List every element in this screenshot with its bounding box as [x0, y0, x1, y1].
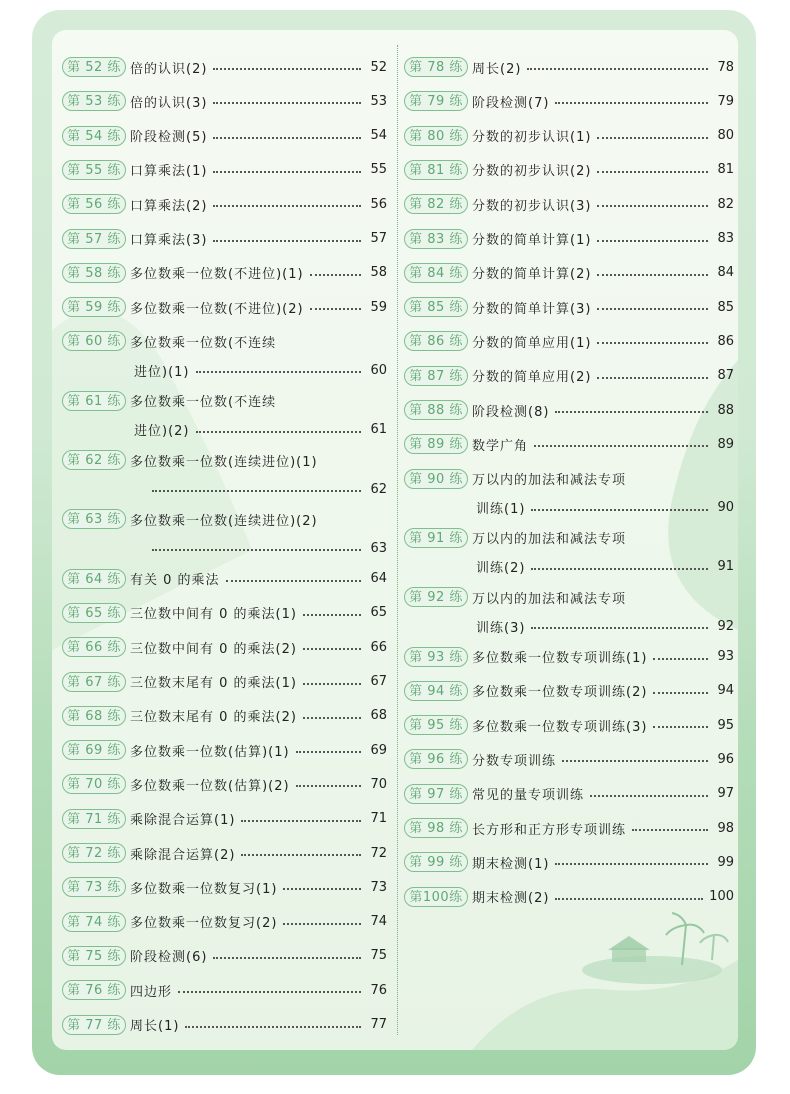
page-number: 57 — [370, 231, 387, 246]
entry-title: 多位数乘一位数复习(1) — [130, 881, 278, 897]
dot-leader — [241, 854, 361, 856]
page-number: 64 — [370, 571, 387, 587]
toc-entry[interactable] — [404, 813, 734, 843]
entry-line-1 — [404, 469, 626, 489]
exercise-badge: 第 85 练 — [404, 297, 468, 317]
toc-entry[interactable] — [62, 189, 387, 219]
page-number: 58 — [370, 265, 387, 281]
exercise-badge: 第 80 练 — [404, 126, 468, 146]
toc-entry[interactable] — [62, 1010, 387, 1040]
dot-leader — [534, 445, 708, 447]
entry-title-continued: 训练(3) — [476, 620, 526, 636]
entry-line-1 — [404, 587, 626, 607]
entry-title: 多位数乘一位数(不进位)(2) — [130, 301, 304, 317]
dot-leader — [196, 431, 362, 433]
entry-title: 万以内的加法和减法专项 — [472, 591, 627, 607]
entry-title-continued: 进位)(2) — [134, 424, 190, 440]
entry-title: 数学广角 — [472, 438, 529, 454]
entry-line-2 — [404, 556, 734, 578]
toc-entry[interactable] — [404, 326, 734, 356]
page-number: 54 — [370, 128, 387, 144]
exercise-badge: 第 81 练 — [404, 160, 468, 180]
page-number: 84 — [717, 265, 734, 281]
exercise-badge: 第 79 练 — [404, 91, 468, 111]
entry-line-1 — [404, 528, 626, 548]
exercise-badge: 第 88 练 — [404, 400, 468, 420]
exercise-badge: 第 82 练 — [404, 194, 468, 214]
toc-entry[interactable] — [62, 504, 387, 564]
toc-entry[interactable] — [62, 804, 387, 834]
dot-leader — [531, 509, 708, 511]
toc-entry[interactable] — [62, 667, 387, 697]
exercise-badge: 第 60 练 — [62, 331, 126, 351]
dot-leader — [653, 692, 708, 694]
toc-entry[interactable] — [62, 326, 387, 386]
toc-entry[interactable] — [404, 582, 734, 642]
dot-leader — [531, 627, 708, 629]
dot-leader — [296, 751, 361, 753]
entry-title: 阶段检测(8) — [472, 404, 550, 420]
entry-title: 三位数中间有 0 的乘法(2) — [130, 641, 297, 657]
toc-entry[interactable] — [62, 258, 387, 288]
page-number: 93 — [717, 649, 734, 664]
page-number: 55 — [370, 162, 387, 178]
dot-leader — [213, 957, 361, 959]
toc-entry[interactable] — [404, 292, 734, 322]
entry-title: 多位数乘一位数(连续进位)(2) — [130, 513, 318, 529]
exercise-badge: 第 66 练 — [62, 637, 126, 657]
toc-entry[interactable] — [404, 779, 734, 809]
toc-entry[interactable] — [62, 52, 387, 82]
entry-title: 倍的认识(2) — [130, 61, 208, 77]
dot-leader — [310, 308, 361, 310]
dot-leader — [213, 137, 361, 139]
dot-leader — [213, 205, 361, 207]
entry-title: 阶段检测(7) — [472, 95, 550, 111]
dot-leader — [152, 490, 361, 492]
entry-line-2 — [62, 359, 387, 381]
exercise-badge: 第 54 练 — [62, 126, 126, 146]
entry-title: 分数的简单应用(2) — [472, 370, 592, 386]
dot-leader — [597, 240, 708, 242]
toc-entry[interactable] — [62, 155, 387, 185]
entry-title: 阶段检测(5) — [130, 130, 208, 146]
dot-leader — [226, 580, 361, 582]
entry-title: 多位数乘一位数(估算)(2) — [130, 778, 290, 794]
dot-leader — [531, 568, 708, 570]
toc-entry[interactable] — [404, 189, 734, 219]
entry-title: 多位数乘一位数(不连续 — [130, 395, 277, 411]
entry-title: 分数的初步认识(3) — [472, 198, 592, 214]
entry-line-1 — [62, 509, 318, 529]
exercise-badge: 第 89 练 — [404, 434, 468, 454]
dot-leader — [555, 863, 708, 865]
entry-title: 多位数乘一位数复习(2) — [130, 916, 278, 932]
exercise-badge: 第 52 练 — [62, 57, 126, 77]
page-number: 70 — [370, 776, 387, 792]
exercise-badge: 第 56 练 — [62, 194, 126, 214]
entry-title: 分数专项训练 — [472, 753, 557, 769]
exercise-badge: 第 92 练 — [404, 587, 468, 607]
exercise-badge: 第 83 练 — [404, 229, 468, 249]
exercise-badge: 第 71 练 — [62, 809, 126, 829]
page-number: 61 — [370, 422, 387, 438]
toc-entry[interactable] — [62, 872, 387, 902]
page-number: 52 — [370, 59, 387, 75]
exercise-badge: 第 97 练 — [404, 784, 468, 804]
page-number: 76 — [370, 982, 387, 998]
toc-entry[interactable] — [62, 975, 387, 1005]
toc-entry[interactable] — [62, 632, 387, 662]
toc-entry[interactable] — [404, 676, 734, 706]
entry-title: 有关 0 的乘法 — [130, 573, 220, 589]
dot-leader — [213, 102, 361, 104]
toc-entry[interactable] — [62, 86, 387, 116]
exercise-badge: 第 73 练 — [62, 877, 126, 897]
exercise-badge: 第 98 练 — [404, 818, 468, 838]
entry-title: 多位数乘一位数(不进位)(1) — [130, 267, 304, 283]
entry-line-2 — [404, 497, 734, 519]
page-number: 97 — [717, 786, 734, 802]
page-number: 92 — [717, 618, 734, 634]
page-number: 82 — [717, 196, 734, 212]
dot-leader — [555, 411, 708, 413]
exercise-badge: 第 75 练 — [62, 946, 126, 966]
page-number: 74 — [370, 914, 387, 930]
page-number: 86 — [717, 333, 734, 349]
dot-leader — [185, 1026, 361, 1028]
exercise-badge: 第 77 练 — [62, 1015, 126, 1035]
exercise-badge: 第 90 练 — [404, 469, 468, 489]
entry-line-1 — [62, 450, 318, 470]
dot-leader — [303, 683, 361, 685]
entry-title: 分数的简单计算(2) — [472, 267, 592, 283]
page-number: 88 — [717, 402, 734, 418]
exercise-badge: 第 69 练 — [62, 740, 126, 760]
entry-title: 多位数乘一位数(估算)(1) — [130, 744, 290, 760]
toc-entry[interactable] — [62, 386, 387, 446]
page-number: 56 — [370, 196, 387, 212]
column-divider — [397, 45, 398, 1035]
exercise-badge: 第 99 练 — [404, 852, 468, 872]
entry-title: 多位数乘一位数(不连续 — [130, 335, 277, 351]
exercise-badge: 第 59 练 — [62, 297, 126, 317]
dot-leader — [597, 274, 708, 276]
exercise-badge: 第 87 练 — [404, 366, 468, 386]
page-number: 66 — [370, 639, 387, 655]
exercise-badge: 第 53 练 — [62, 91, 126, 111]
entry-title: 分数的初步认识(1) — [472, 130, 592, 146]
toc-entry[interactable] — [62, 224, 387, 254]
exercise-badge: 第 94 练 — [404, 681, 468, 701]
dot-leader — [597, 308, 708, 310]
dot-leader — [303, 717, 361, 719]
entry-title: 乘除混合运算(2) — [130, 847, 236, 863]
exercise-badge: 第 62 练 — [62, 450, 126, 470]
dot-leader — [653, 726, 708, 728]
exercise-badge: 第 91 练 — [404, 528, 468, 548]
exercise-badge: 第 84 练 — [404, 263, 468, 283]
toc-entry[interactable] — [404, 52, 734, 82]
page-number: 98 — [717, 820, 734, 836]
page-number: 90 — [717, 500, 734, 516]
page-number: 65 — [370, 605, 387, 621]
page-number: 95 — [717, 717, 734, 733]
page-number: 85 — [717, 299, 734, 315]
exercise-badge: 第 86 练 — [404, 331, 468, 351]
dot-leader — [562, 760, 708, 762]
toc-entry[interactable] — [62, 564, 387, 594]
entry-title: 多位数乘一位数专项训练(1) — [472, 651, 648, 666]
exercise-badge: 第 96 练 — [404, 749, 468, 769]
entry-title: 分数的初步认识(2) — [472, 164, 592, 180]
toc-entry[interactable] — [404, 86, 734, 116]
entry-title: 四边形 — [130, 984, 173, 1000]
exercise-badge: 第 74 练 — [62, 912, 126, 932]
dot-leader — [303, 648, 361, 650]
page-number: 81 — [717, 162, 734, 178]
dot-leader — [303, 614, 361, 616]
toc-entry[interactable] — [62, 769, 387, 799]
dot-leader — [213, 171, 361, 173]
page-number: 60 — [370, 362, 387, 378]
entry-title: 口算乘法(3) — [130, 233, 208, 248]
toc-entry[interactable] — [62, 701, 387, 731]
page-number: 53 — [370, 93, 387, 109]
entry-title: 周长(2) — [472, 61, 522, 77]
dot-leader — [152, 549, 361, 551]
dot-leader — [213, 240, 361, 242]
dot-leader — [527, 68, 708, 70]
page-number: 83 — [717, 231, 734, 246]
toc-entry[interactable] — [404, 258, 734, 288]
toc-entry[interactable] — [62, 907, 387, 937]
toc-entry[interactable] — [404, 710, 734, 740]
exercise-badge: 第 70 练 — [62, 774, 126, 794]
page-number: 87 — [717, 368, 734, 384]
toc-entry[interactable] — [62, 735, 387, 765]
toc-entry[interactable] — [404, 882, 734, 912]
entry-title: 周长(1) — [130, 1019, 180, 1034]
toc-entry[interactable] — [404, 395, 734, 425]
dot-leader — [296, 785, 361, 787]
entry-title: 多位数乘一位数专项训练(3) — [472, 719, 648, 735]
dot-leader — [241, 820, 361, 822]
toc-entry[interactable] — [62, 292, 387, 322]
toc-entry[interactable] — [62, 121, 387, 151]
dot-leader — [597, 137, 708, 139]
exercise-badge: 第 58 练 — [62, 263, 126, 283]
page-number: 78 — [717, 59, 734, 75]
toc-entry[interactable] — [404, 429, 734, 459]
entry-title: 三位数末尾有 0 的乘法(1) — [130, 676, 297, 691]
entry-title: 乘除混合运算(1) — [130, 813, 236, 829]
exercise-badge: 第 68 练 — [62, 706, 126, 726]
entry-title: 分数的简单应用(1) — [472, 335, 592, 351]
entry-title-continued: 训练(1) — [476, 502, 526, 518]
dot-leader — [632, 829, 708, 831]
toc-entry[interactable] — [404, 464, 734, 524]
toc-entry[interactable] — [404, 155, 734, 185]
entry-title: 期末检测(2) — [472, 891, 550, 907]
exercise-badge: 第 78 练 — [404, 57, 468, 77]
entry-title: 常见的量专项训练 — [472, 788, 585, 804]
exercise-badge: 第 72 练 — [62, 843, 126, 863]
entry-title-continued: 进位)(1) — [134, 364, 190, 380]
page-number: 94 — [717, 683, 734, 699]
entry-line-2 — [62, 537, 387, 559]
entry-title: 口算乘法(1) — [130, 164, 208, 180]
entry-title: 三位数中间有 0 的乘法(1) — [130, 607, 297, 623]
entry-line-2 — [404, 615, 734, 637]
page-number: 100 — [709, 889, 734, 905]
page-number: 89 — [717, 436, 734, 452]
dot-leader — [178, 991, 361, 993]
toc-panel — [52, 30, 738, 1050]
dot-leader — [213, 68, 361, 70]
exercise-badge: 第 76 练 — [62, 980, 126, 1000]
page-number: 69 — [370, 742, 387, 758]
toc-entry[interactable] — [404, 121, 734, 151]
page-number: 99 — [717, 854, 734, 870]
dot-leader — [597, 377, 708, 379]
page-number: 59 — [370, 299, 387, 315]
entry-title: 万以内的加法和减法专项 — [472, 473, 627, 489]
page-number: 63 — [370, 540, 387, 556]
toc-entry[interactable] — [62, 838, 387, 868]
toc-entry[interactable] — [404, 642, 734, 672]
page-number: 67 — [370, 674, 387, 689]
dot-leader — [555, 102, 708, 104]
entry-title-continued: 训练(2) — [476, 561, 526, 577]
entry-title: 多位数乘一位数(连续进位)(1) — [130, 454, 318, 470]
toc-entry[interactable] — [404, 744, 734, 774]
page-number: 68 — [370, 708, 387, 724]
entry-line-2 — [62, 478, 387, 500]
entry-line-1 — [62, 331, 276, 351]
exercise-badge: 第 95 练 — [404, 715, 468, 735]
dot-leader — [555, 898, 703, 900]
toc-entry[interactable] — [62, 941, 387, 971]
toc-entry[interactable] — [62, 598, 387, 628]
dot-leader — [653, 658, 708, 660]
page-number: 75 — [370, 948, 387, 964]
entry-title: 三位数末尾有 0 的乘法(2) — [130, 710, 297, 726]
entry-title: 分数的简单计算(1) — [472, 233, 592, 248]
page-number: 91 — [717, 559, 734, 575]
page-number: 71 — [370, 811, 387, 827]
entry-title: 长方形和正方形专项训练 — [472, 822, 627, 838]
page-number: 72 — [370, 845, 387, 861]
dot-leader — [597, 205, 708, 207]
exercise-badge: 第 93 练 — [404, 647, 468, 667]
page-number: 77 — [370, 1017, 387, 1032]
dot-leader — [590, 795, 708, 797]
entry-title: 分数的简单计算(3) — [472, 301, 592, 317]
toc-entry[interactable] — [404, 361, 734, 391]
entry-title: 期末检测(1) — [472, 856, 550, 872]
entry-title: 阶段检测(6) — [130, 950, 208, 966]
exercise-badge: 第 64 练 — [62, 569, 126, 589]
toc-entry[interactable] — [404, 523, 734, 583]
toc-entry[interactable] — [404, 224, 734, 254]
dot-leader — [597, 342, 708, 344]
dot-leader — [196, 371, 362, 373]
entry-line-2 — [62, 419, 387, 441]
dot-leader — [283, 923, 361, 925]
exercise-badge: 第 67 练 — [62, 672, 126, 692]
exercise-badge: 第 57 练 — [62, 229, 126, 249]
entry-line-1 — [62, 391, 276, 411]
exercise-badge: 第 61 练 — [62, 391, 126, 411]
page-number: 62 — [370, 481, 387, 497]
page-number: 96 — [717, 751, 734, 767]
dot-leader — [283, 888, 361, 890]
entry-title: 口算乘法(2) — [130, 198, 208, 214]
toc-entry[interactable] — [404, 847, 734, 877]
entry-title: 万以内的加法和减法专项 — [472, 532, 627, 548]
page-number: 79 — [717, 93, 734, 109]
exercise-badge: 第 65 练 — [62, 603, 126, 623]
exercise-badge: 第 63 练 — [62, 509, 126, 529]
toc-entry[interactable] — [62, 445, 387, 505]
page-number: 73 — [370, 879, 387, 895]
entry-title: 倍的认识(3) — [130, 95, 208, 111]
page-number: 80 — [717, 128, 734, 144]
exercise-badge: 第 55 练 — [62, 160, 126, 180]
exercise-badge: 第100练 — [404, 887, 468, 907]
dot-leader — [310, 274, 361, 276]
entry-title: 多位数乘一位数专项训练(2) — [472, 685, 648, 701]
dot-leader — [597, 171, 708, 173]
